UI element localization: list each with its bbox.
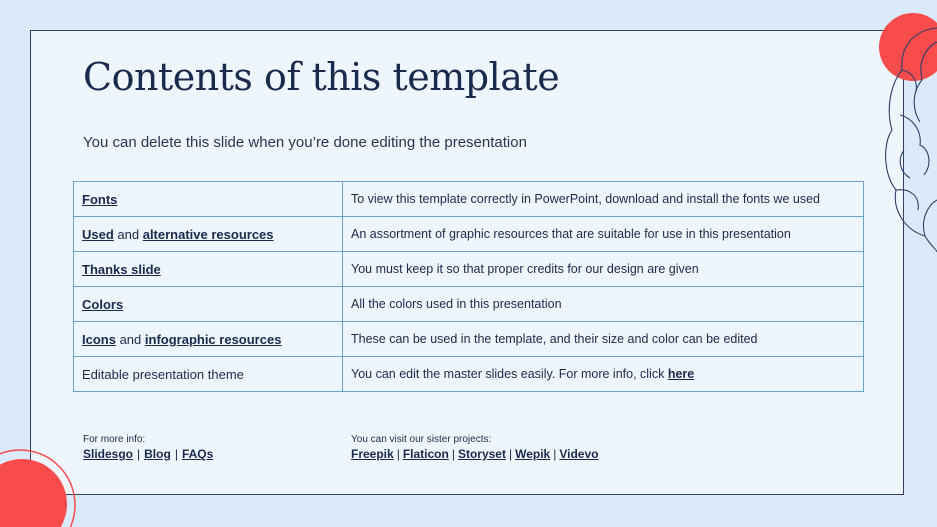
videvo-link[interactable]: Videvo [559,447,599,461]
separator: | [396,447,400,461]
separator: | [553,447,557,461]
used-link[interactable]: Used [82,226,114,242]
slidesgo-link[interactable]: Slidesgo [83,447,134,461]
footer-info-links [83,447,213,461]
faqs-link[interactable]: FAQs [181,447,214,461]
row-label-text: and [113,226,143,242]
separator: | [508,447,513,461]
wepik-link[interactable]: Wepik [515,447,551,461]
red-circle-bottom-left [0,459,67,527]
red-circle-top-right [879,13,937,81]
storyset-link[interactable]: Storyset [457,447,506,461]
separator: | [137,447,141,461]
row-label-cell [74,182,343,217]
alternative-resources-link[interactable]: alternative resources [142,226,274,242]
infographic-resources-link[interactable]: infographic resources [144,331,282,347]
thanks-slide-link[interactable]: Thanks slide [82,261,161,277]
separator: | [451,447,455,461]
separator: | [174,447,178,461]
table-row [74,252,864,287]
row-label-cell: Editable presentation theme [74,357,343,392]
fonts-link[interactable]: Fonts [82,191,118,207]
row-desc-text: You can edit the master slides easily. For more info, click [351,367,668,381]
table-row [74,287,864,322]
page-subtitle: You can delete this slide when you’re done editing the presentation [83,134,527,151]
table-row [74,322,864,357]
here-link[interactable]: here [667,367,695,381]
blog-link[interactable]: Blog [144,447,171,461]
row-desc-cell: These can be used in the template, and their size and color can be edited [343,322,864,357]
row-desc-cell [343,357,864,392]
row-label-cell [74,287,343,322]
flaticon-link[interactable]: Flaticon [402,447,449,461]
footer-sister-links [351,447,599,461]
row-label-cell [74,322,343,357]
table-row [74,357,864,392]
table-row [74,182,864,217]
row-desc-cell: All the colors used in this presentation [343,287,864,322]
colors-link[interactable]: Colors [82,296,124,312]
footer-info-label: For more info: [83,434,146,445]
row-label-cell [74,252,343,287]
footer-sister-label: You can visit our sister projects: [351,434,492,445]
row-desc-cell: To view this template correctly in PowerPoint, download and install the fonts we used [343,182,864,217]
row-desc-cell: You must keep it so that proper credits for our design are given [343,252,864,287]
table-row [74,217,864,252]
page-title: Contents of this template [83,55,560,99]
freepik-link[interactable]: Freepik [351,447,394,461]
contents-table [73,181,864,392]
row-desc-cell: An assortment of graphic resources that are suitable for use in this presentation [343,217,864,252]
row-label-text: and [115,331,145,347]
row-label-cell [74,217,343,252]
icons-link[interactable]: Icons [82,331,116,347]
